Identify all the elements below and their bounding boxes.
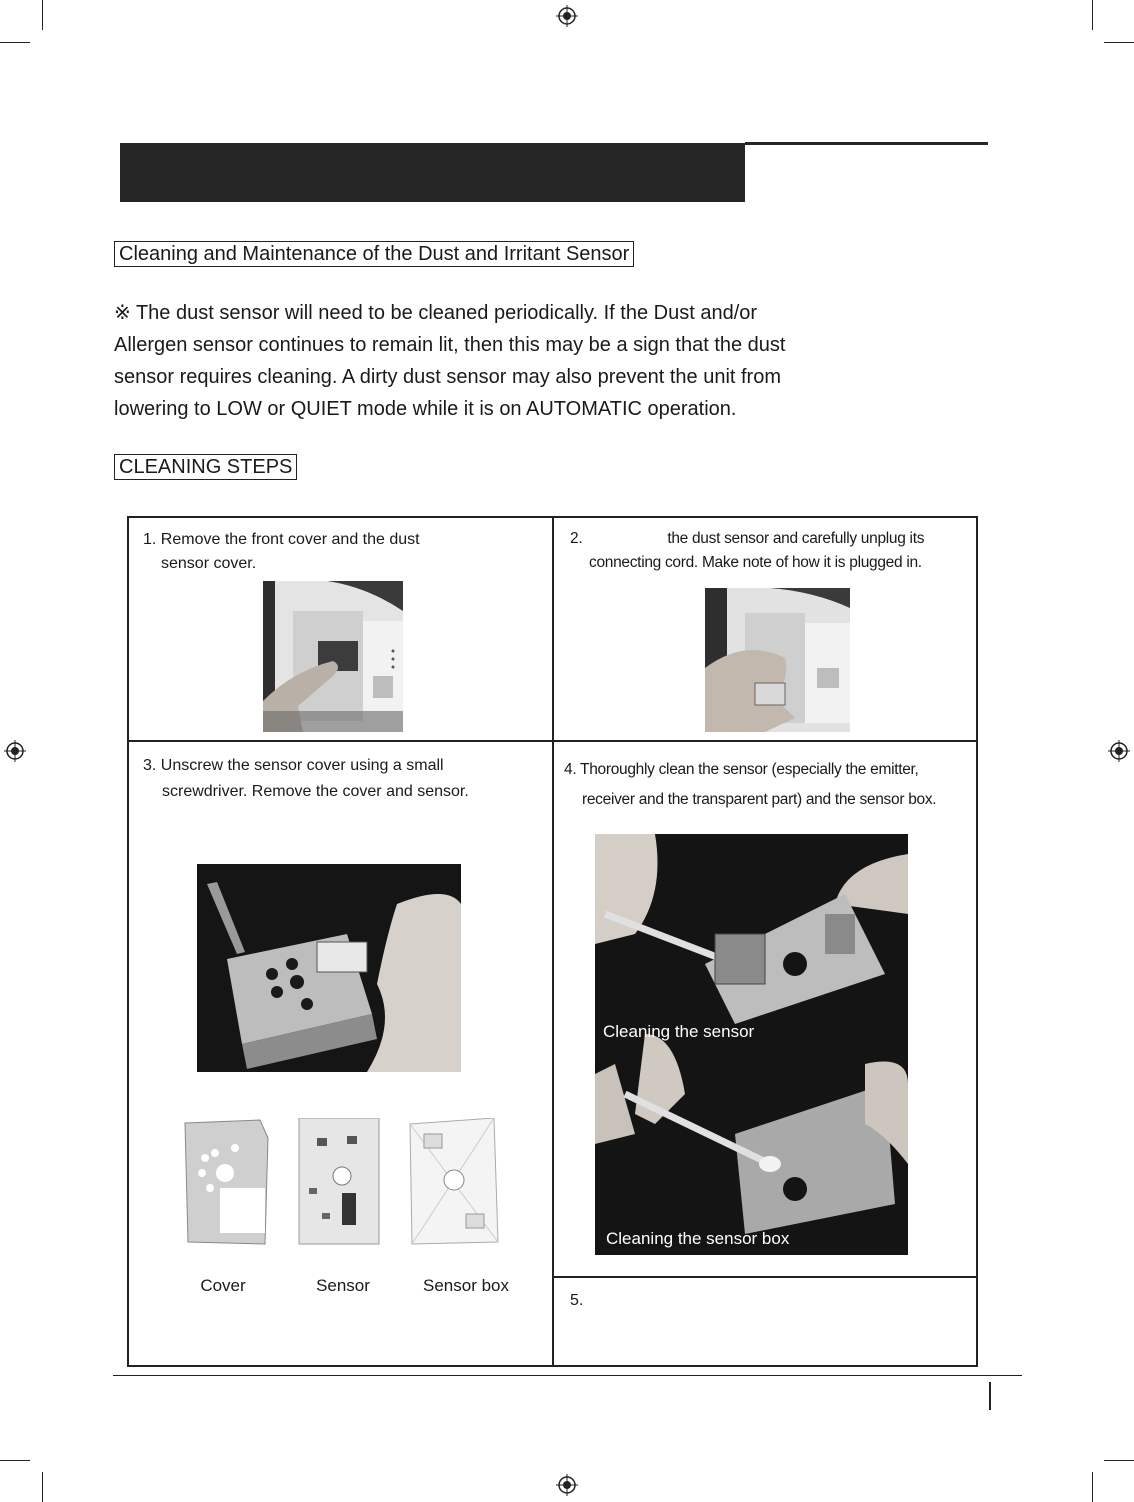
step-3-line: 3. Unscrew the sensor cover using a small [143,757,444,774]
step-3-line: screwdriver. Remove the cover and sensor. [162,783,469,800]
crop-mark [1092,1472,1093,1502]
step-1-line: 1. Remove the front cover and the dust [143,531,420,548]
crop-mark [0,1460,30,1461]
section-heading: Cleaning and Maintenance of the Dust and Irritant Sensor [114,241,634,267]
intro-line: ※ The dust sensor will need to be cleaned periodically. If the Dust and/or [114,302,758,324]
sensor-box-part-icon [406,1118,500,1246]
table-divider [127,740,978,742]
step-3-text [143,753,469,805]
crop-mark [1092,0,1093,30]
step-1-line: sensor cover. [161,555,257,572]
crop-mark [42,1472,43,1502]
step-1-text [143,528,420,576]
part-label-sensor: Sensor [316,1276,370,1295]
unit-front-photo [263,581,403,732]
steps-heading: CLEANING STEPS [114,454,297,480]
crop-mark [1104,42,1134,43]
step-3-photo [197,864,461,1072]
step-4-line: receiver and the transparent part) and the sensor box. [582,791,937,808]
registration-mark-icon [1108,740,1130,762]
table-divider [552,516,554,1367]
cover-part-icon [180,1118,270,1246]
header-bar [120,143,745,202]
sensor-box-photo [406,1118,500,1246]
crop-mark [0,42,30,43]
intro-line: lowering to LOW or QUIET mode while it is on AUTOMATIC operation. [114,398,737,420]
cleaning-photos [595,834,908,1255]
step-1-photo [263,581,403,732]
step-2-line: the dust sensor and carefully unplug its [667,530,925,547]
caption-cleaning-sensor-box: Cleaning the sensor box [606,1229,790,1248]
part-label-cover: Cover [200,1276,246,1295]
registration-mark-icon [556,5,578,27]
registration-mark-icon [556,1474,578,1496]
unscrew-sensor-photo [197,864,461,1072]
footer-rule [113,1375,1022,1376]
part-label-sensor-box: Sensor box [423,1276,509,1295]
step-4-text [564,755,936,815]
registration-mark-icon [4,740,26,762]
step-5-text [570,1289,583,1313]
sensor-part-icon [297,1118,381,1246]
step-5-number: 5. [570,1292,584,1309]
step-2-text [570,527,924,575]
step-4-line: 4. Thoroughly clean the sensor (especially the emitter, [564,761,919,778]
intro-line: sensor requires cleaning. A dirty dust sensor may also prevent the unit from [114,366,782,388]
crop-mark [1104,1460,1134,1461]
step-4-photo [595,834,908,1255]
header-rule [745,142,988,145]
step-2-number: 2. [570,530,583,547]
step-2-line: connecting cord. Make note of how it is plugged in. [589,554,922,571]
crop-mark [42,0,43,30]
unplug-sensor-photo [705,588,850,732]
footer-tick [989,1382,991,1410]
intro-line: Allergen sensor continues to remain lit, then this may be a sign that the dust [114,334,786,356]
step-2-photo [705,588,850,732]
table-divider [552,1276,978,1278]
sensor-photo [297,1118,381,1246]
intro-paragraph [114,297,874,425]
caption-cleaning-sensor: Cleaning the sensor [603,1022,755,1041]
cover-photo [180,1118,270,1246]
